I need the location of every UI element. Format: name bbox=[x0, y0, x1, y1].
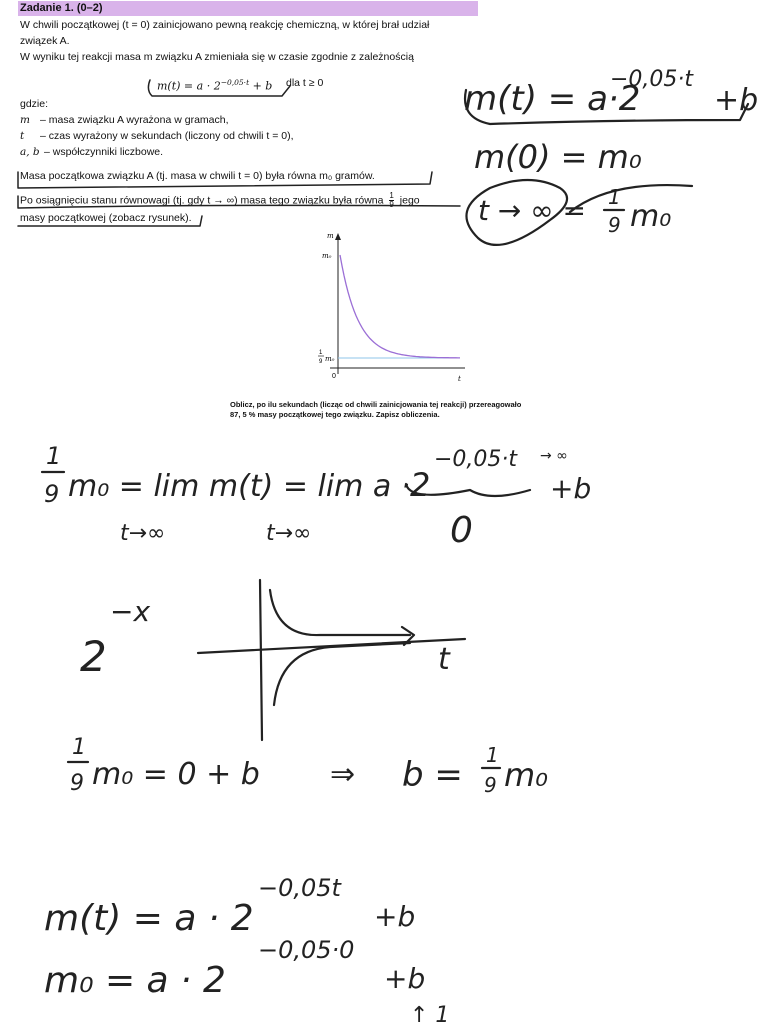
question-line-2: 87, 5 % masy początkowej tego związku. Zapisz obliczenia. bbox=[230, 410, 440, 419]
hw-lim-sub-2: t→∞ bbox=[266, 521, 312, 546]
condition-2-tail: jego bbox=[399, 194, 420, 207]
decay-curve bbox=[340, 255, 460, 358]
hw-lim-eq-left: m₀ = lim m(t) = lim a · bbox=[68, 469, 411, 504]
hw-sketch-exp: −x bbox=[110, 595, 151, 628]
hw-limit-line-lhs: t → ∞ = bbox=[478, 194, 586, 227]
hw-limit-line-rhs: m₀ bbox=[630, 199, 672, 234]
hw-formula-copy-lhs: m(t) = a·2 bbox=[464, 79, 641, 119]
intro-line-3: W wyniku tej reakcji masa m związku A zmieniała się w czasie zgodnie z zależnością bbox=[20, 51, 414, 63]
condition-1-bracket-stroke bbox=[18, 172, 432, 188]
fraction-denominator: 9 bbox=[389, 200, 394, 209]
hw-final1-lhs: m(t) = a · 2 bbox=[44, 898, 254, 939]
hw-limit-frac-num: 1 bbox=[608, 185, 621, 209]
y-axis-label: m bbox=[327, 232, 334, 240]
hw-b-eq-right-b: b = bbox=[402, 755, 463, 795]
definition-m-text: – masa związku A wyrażona w gramach, bbox=[40, 114, 229, 126]
hw-b-frac-num: 1 bbox=[72, 735, 86, 760]
hw-formula-copy-rhs: +b bbox=[714, 83, 759, 118]
handwriting-limit-equation bbox=[30, 430, 650, 560]
task-title: Zadanie 1. (0–2) bbox=[18, 1, 478, 16]
hw-lim-eq-arrow: → ∞ bbox=[540, 448, 568, 464]
formula-lhs: m(t) = a · 2 bbox=[157, 79, 221, 93]
hw-b-eq-left: m₀ = 0 + b bbox=[92, 757, 260, 792]
hw-lim-eq-exp: −0,05·t bbox=[434, 447, 518, 472]
hw-final2-note: ↑ 1 bbox=[410, 1003, 450, 1024]
condition-2-text: Po osiągnięciu stanu równowagi (tj. gdy t → ∞) masa tego związku była równa bbox=[20, 194, 384, 207]
intro-line-1: W chwili początkowej (t = 0) zainicjowano pewną reakcję chemiczną, w której brał udział bbox=[20, 19, 430, 31]
hw-sketch-axis: t bbox=[438, 642, 450, 677]
where-label: gdzie: bbox=[20, 98, 49, 110]
hw-b-frac2-den: 9 bbox=[484, 773, 497, 797]
definition-ab-symbol: a, b bbox=[20, 146, 40, 158]
condition-3: masy początkowej (zobacz rysunek). bbox=[20, 212, 192, 224]
hw-final2-lhs: m₀ = a · 2 bbox=[44, 960, 226, 1001]
definition-t-text: – czas wyrażony w sekundach (liczony od chwili t = 0), bbox=[40, 130, 294, 142]
handwriting-right-column bbox=[460, 60, 760, 260]
hw-lim-eq-plus-b: +b bbox=[550, 472, 592, 505]
handwriting-final bbox=[40, 860, 500, 1024]
definition-ab-text: – współczynniki liczbowe. bbox=[44, 146, 164, 158]
y-top-label: m₀ bbox=[322, 252, 332, 260]
condition-1: Masa początkowa związku A (tj. masa w chwili t = 0) była równa m₀ gramów. bbox=[20, 170, 375, 182]
hw-lim-frac-num: 1 bbox=[46, 442, 62, 470]
hw-final2-rhs: +b bbox=[384, 962, 426, 995]
condition-3-underline-stroke bbox=[18, 216, 202, 226]
hw-lim-eq-two: 2 bbox=[410, 466, 431, 504]
fraction-numerator: 1 bbox=[389, 191, 394, 200]
hw-sketch-upper-curve bbox=[270, 590, 410, 635]
definition-t-symbol: t bbox=[20, 130, 25, 142]
y-low-label-num: 1 bbox=[319, 350, 323, 356]
hw-m0-line: m(0) = m₀ bbox=[474, 138, 642, 176]
hw-final1-exp: −0,05t bbox=[258, 874, 341, 902]
decay-graph bbox=[300, 228, 480, 388]
hw-limit-frac-den: 9 bbox=[608, 213, 621, 237]
hw-b-eq-arrow: ⇒ bbox=[330, 757, 356, 792]
hw-b-frac2-num: 1 bbox=[486, 743, 499, 767]
y-axis-arrow bbox=[335, 233, 341, 240]
hw-lim-frac-den: 9 bbox=[44, 480, 60, 508]
x-axis-label: t bbox=[458, 375, 461, 383]
y-low-label-den: 9 bbox=[319, 359, 323, 365]
condition-2-underline-stroke bbox=[18, 196, 460, 208]
formula-condition: dla t ≥ 0 bbox=[286, 77, 324, 89]
hw-sketch-lower-curve bbox=[274, 643, 410, 705]
hw-final1-rhs: +b bbox=[374, 900, 416, 933]
handwriting-b-equation bbox=[60, 728, 620, 808]
y-low-label-tail: m₀ bbox=[325, 355, 335, 363]
formula-exponent: −0,05·t bbox=[220, 78, 250, 87]
hw-formula-copy-exp: −0,05·t bbox=[610, 67, 694, 92]
hw-sketch-y-axis bbox=[260, 580, 262, 740]
hw-lim-sub-1: t→∞ bbox=[120, 521, 166, 546]
formula-bracket-stroke bbox=[148, 80, 290, 96]
question-line-1: Oblicz, po ilu sekundach (licząc od chwili zainicjowania tej reakcji) przereagowało bbox=[230, 400, 522, 409]
hw-final2-exp: −0,05·0 bbox=[258, 936, 355, 964]
formula-rhs: + b bbox=[252, 79, 273, 93]
intro-line-2: związek A. bbox=[20, 35, 70, 47]
definition-m-symbol: m bbox=[20, 114, 30, 126]
origin-label: 0 bbox=[332, 373, 336, 380]
hw-lim-zero: 0 bbox=[450, 510, 473, 551]
handwriting-sketch bbox=[70, 575, 490, 745]
hw-sketch-label: 2 bbox=[80, 632, 107, 681]
hw-b-frac-den: 9 bbox=[70, 771, 84, 796]
hw-b-eq-right-m: m₀ bbox=[504, 756, 548, 794]
